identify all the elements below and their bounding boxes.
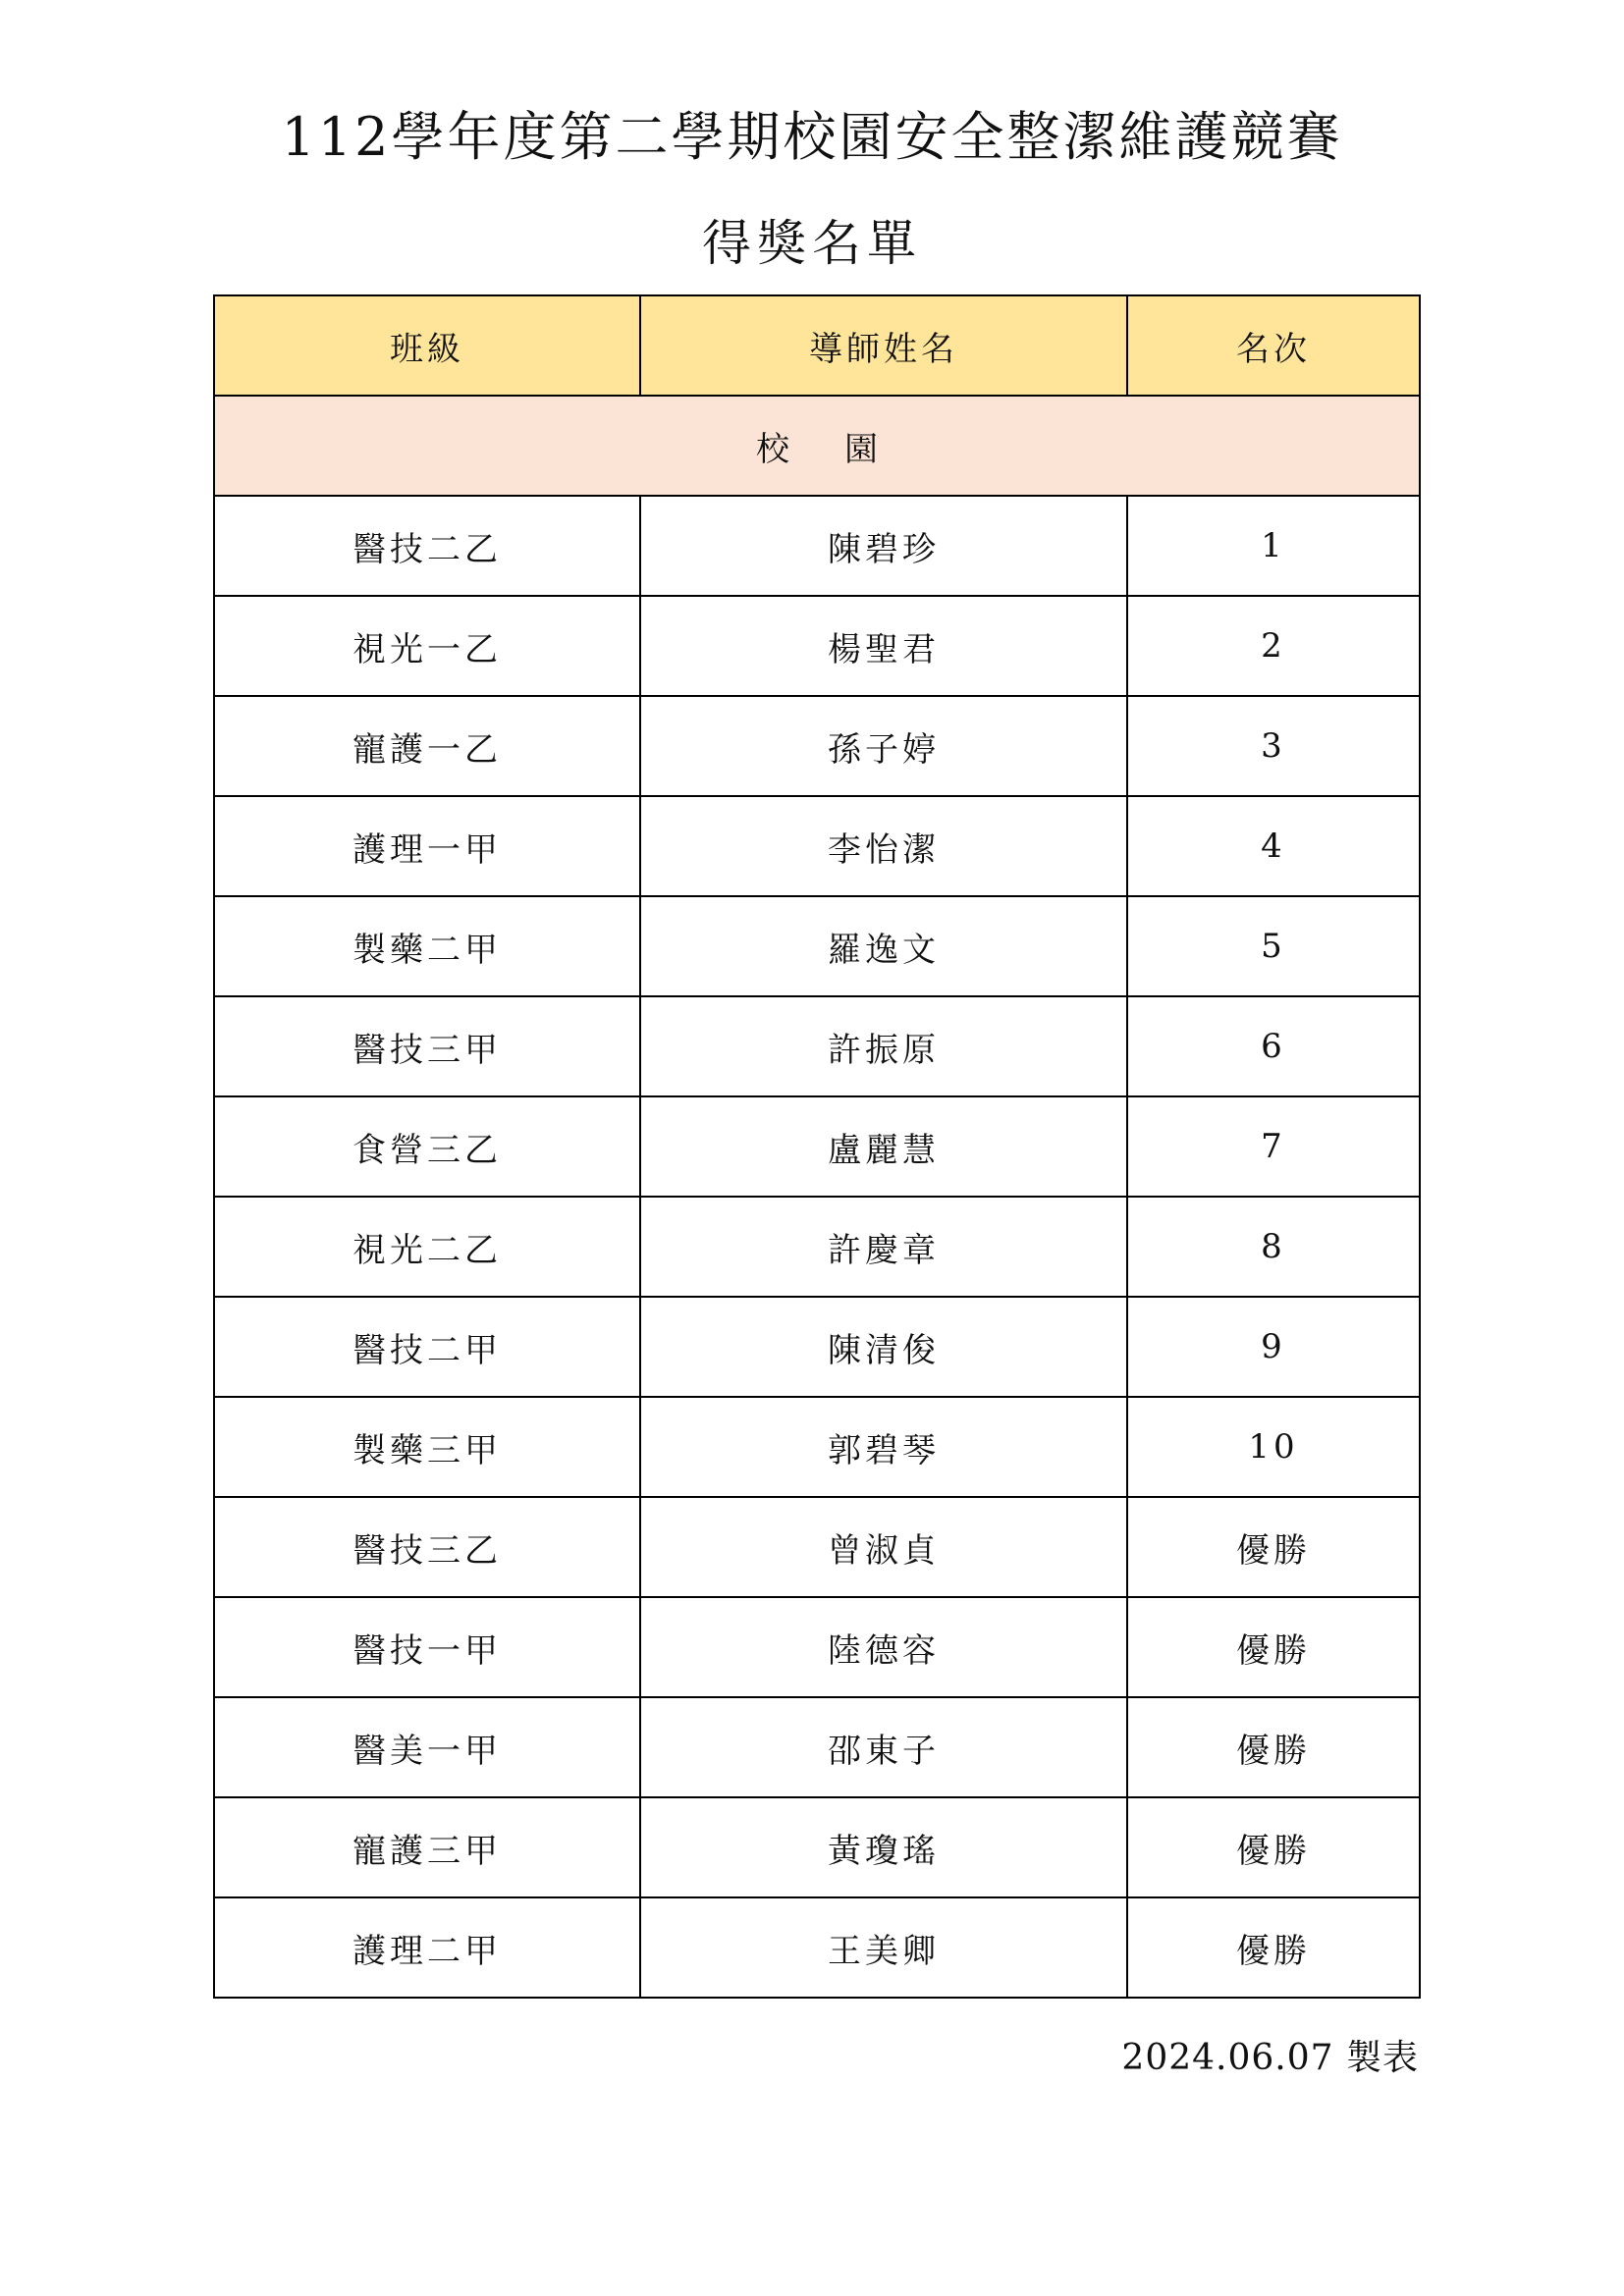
table-row bbox=[214, 1497, 1420, 1597]
award-table bbox=[213, 294, 1421, 1999]
cell-teacher: 許慶章 bbox=[640, 1197, 1127, 1297]
section-label-char: 校 bbox=[756, 429, 789, 469]
cell-class: 寵護三甲 bbox=[214, 1797, 640, 1897]
cell-class: 寵護一乙 bbox=[214, 696, 640, 796]
cell-class: 製藥三甲 bbox=[214, 1397, 640, 1497]
cell-class: 醫美一甲 bbox=[214, 1697, 640, 1797]
cell-teacher: 許振原 bbox=[640, 996, 1127, 1096]
award-table-body bbox=[214, 396, 1420, 1998]
cell-teacher: 盧麗慧 bbox=[640, 1096, 1127, 1197]
table-row bbox=[214, 1597, 1420, 1697]
cell-teacher: 陳清俊 bbox=[640, 1297, 1127, 1397]
cell-rank: 9 bbox=[1127, 1297, 1420, 1397]
cell-class: 護理二甲 bbox=[214, 1897, 640, 1998]
cell-teacher: 曾淑貞 bbox=[640, 1497, 1127, 1597]
cell-teacher: 李怡潔 bbox=[640, 796, 1127, 896]
cell-class: 視光二乙 bbox=[214, 1197, 640, 1297]
cell-rank: 優勝 bbox=[1127, 1597, 1420, 1697]
cell-class: 醫技三甲 bbox=[214, 996, 640, 1096]
cell-teacher: 王美卿 bbox=[640, 1897, 1127, 1998]
table-row bbox=[214, 1197, 1420, 1297]
cell-class: 醫技二甲 bbox=[214, 1297, 640, 1397]
table-row bbox=[214, 696, 1420, 796]
cell-teacher: 郭碧琴 bbox=[640, 1397, 1127, 1497]
table-row bbox=[214, 996, 1420, 1096]
cell-rank: 優勝 bbox=[1127, 1697, 1420, 1797]
cell-teacher: 楊聖君 bbox=[640, 596, 1127, 696]
cell-rank: 優勝 bbox=[1127, 1497, 1420, 1597]
table-row bbox=[214, 1297, 1420, 1397]
cell-rank: 優勝 bbox=[1127, 1797, 1420, 1897]
cell-class: 製藥二甲 bbox=[214, 896, 640, 996]
table-row bbox=[214, 596, 1420, 696]
cell-rank: 8 bbox=[1127, 1197, 1420, 1297]
cell-rank: 5 bbox=[1127, 896, 1420, 996]
cell-class: 食營三乙 bbox=[214, 1096, 640, 1197]
cell-rank: 6 bbox=[1127, 996, 1420, 1096]
section-label-char: 園 bbox=[844, 429, 878, 469]
cell-class: 護理一甲 bbox=[214, 796, 640, 896]
cell-teacher: 邵東子 bbox=[640, 1697, 1127, 1797]
cell-teacher: 陳碧珍 bbox=[640, 496, 1127, 596]
cell-teacher: 羅逸文 bbox=[640, 896, 1127, 996]
column-header-teacher: 導師姓名 bbox=[640, 295, 1127, 396]
table-row bbox=[214, 1397, 1420, 1497]
document-title: 112學年度第二學期校園安全整潔維護競賽 bbox=[281, 106, 1343, 168]
cell-rank: 2 bbox=[1127, 596, 1420, 696]
table-row bbox=[214, 1697, 1420, 1797]
cell-rank: 優勝 bbox=[1127, 1897, 1420, 1998]
cell-rank: 1 bbox=[1127, 496, 1420, 596]
cell-teacher: 陸德容 bbox=[640, 1597, 1127, 1697]
cell-teacher: 黃瓊瑤 bbox=[640, 1797, 1127, 1897]
section-label bbox=[214, 396, 1420, 496]
cell-class: 醫技三乙 bbox=[214, 1497, 640, 1597]
table-row bbox=[214, 896, 1420, 996]
section-row bbox=[214, 396, 1420, 496]
table-row bbox=[214, 1897, 1420, 1998]
table-header-row bbox=[214, 295, 1420, 396]
table-row bbox=[214, 1797, 1420, 1897]
column-header-rank: 名次 bbox=[1127, 295, 1420, 396]
table-row bbox=[214, 796, 1420, 896]
table-row bbox=[214, 1096, 1420, 1197]
document-subtitle: 得獎名單 bbox=[702, 215, 922, 272]
cell-class: 醫技一甲 bbox=[214, 1597, 640, 1697]
cell-class: 醫技二乙 bbox=[214, 496, 640, 596]
footer-date-note: 2024.06.07 製表 bbox=[1121, 2038, 1419, 2078]
cell-rank: 10 bbox=[1127, 1397, 1420, 1497]
cell-rank: 4 bbox=[1127, 796, 1420, 896]
cell-class: 視光一乙 bbox=[214, 596, 640, 696]
cell-teacher: 孫子婷 bbox=[640, 696, 1127, 796]
cell-rank: 3 bbox=[1127, 696, 1420, 796]
cell-rank: 7 bbox=[1127, 1096, 1420, 1197]
table-row bbox=[214, 496, 1420, 596]
column-header-class: 班級 bbox=[214, 295, 640, 396]
